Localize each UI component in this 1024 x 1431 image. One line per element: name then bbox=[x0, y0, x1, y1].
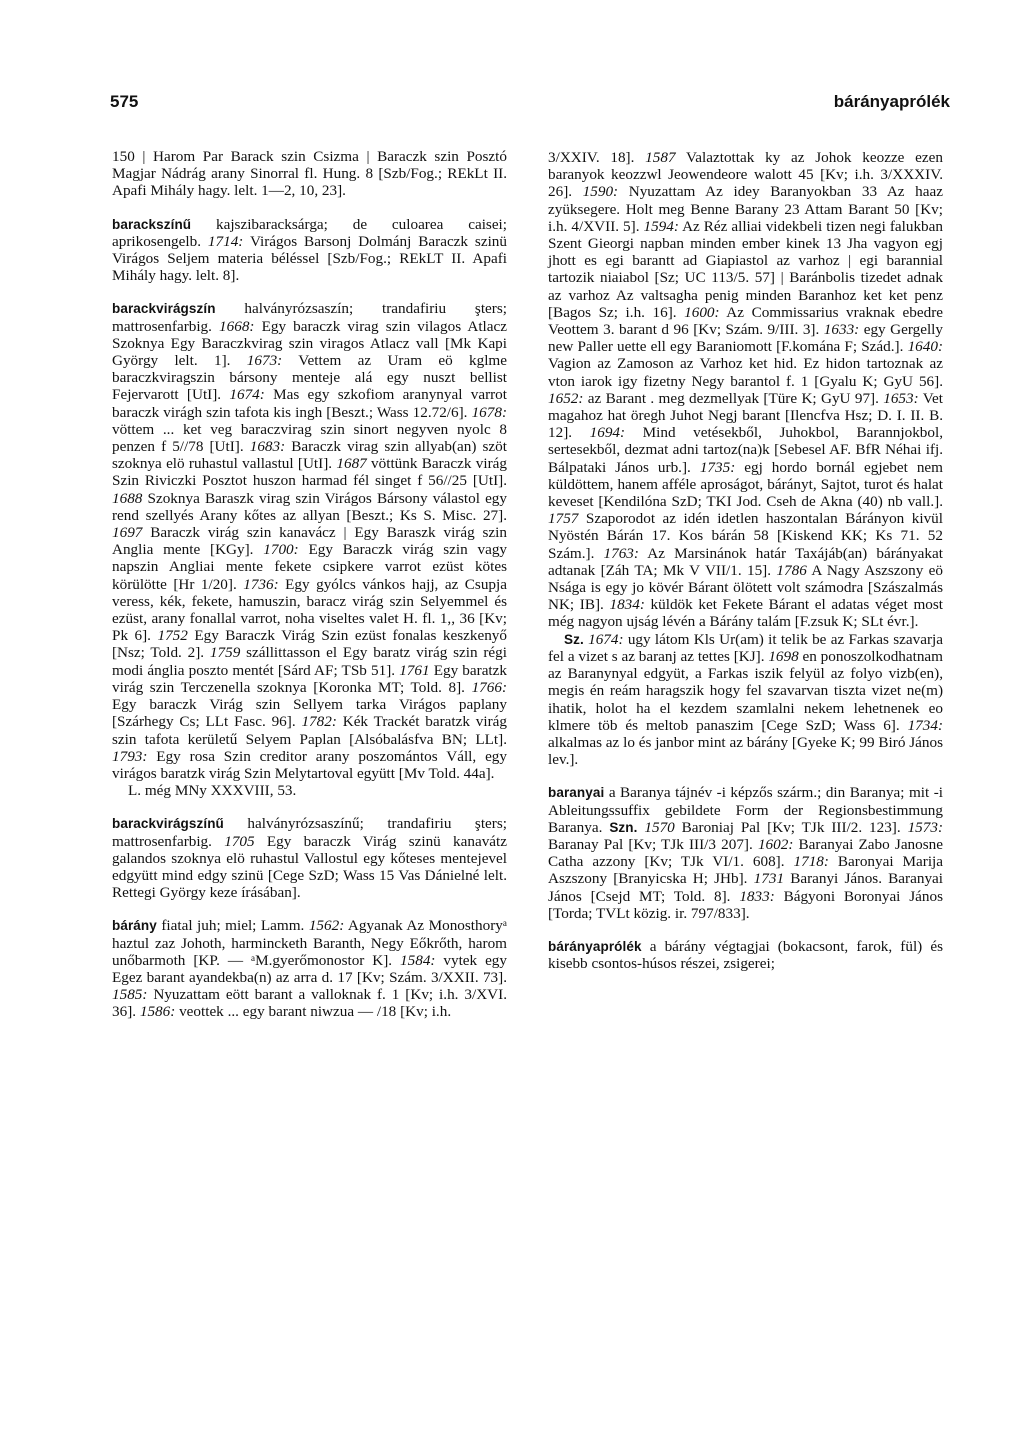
citation: veottek ... egy barant niwzua — /18 [Kv; i.h. bbox=[175, 1003, 452, 1021]
year: 1700: bbox=[263, 541, 299, 559]
left-column bbox=[112, 148, 507, 1021]
citation: Mind vetésekből, Juhokbol, Barannjokbol, sertesekből, dezmat adni tartoz(na)k [Sebesel AF. BfR Néhai ifj. Bálpataki János urb.]. bbox=[548, 424, 943, 476]
citation: vöttem ... ket veg baraczvirag szin sinort negyven nyolc 8 penzen f 5//78 [UtI]. bbox=[112, 420, 507, 456]
citation: Baranay Pal [Kv; TJk III/3 207]. bbox=[548, 835, 758, 853]
citation: 3/XXIV. 18]. bbox=[548, 149, 646, 166]
entry-barackviragszinu bbox=[112, 815, 507, 901]
year: 1594: bbox=[643, 217, 679, 235]
page-header bbox=[110, 92, 950, 118]
definition: halványrózsaszín; trandafiriu şters; mattrosenfarbig. bbox=[112, 300, 507, 335]
year: 1752 bbox=[157, 627, 188, 645]
running-head: bárányaprólék bbox=[833, 92, 950, 111]
section-label: Szn. bbox=[609, 819, 638, 835]
entry-barany bbox=[112, 917, 507, 1020]
entry-text: 150 | Harom Par Barack szin Csizma | Baraczk szin Posztó Magjar Nádrág arany Sinorral fl. Hung. 8 [Szb/Fog.; REkLt II. Apafi Mihály hagy. lelt. 1—2, 10, 23]. bbox=[112, 148, 507, 200]
headword: barackvirágszín bbox=[112, 301, 216, 317]
year: 1786 bbox=[776, 561, 807, 579]
headword: bárányaprólék bbox=[548, 938, 642, 954]
citation: Egy baraczk Virág szinü kanavátz galandos szoknya elö ruhastul Vallostul egy kőteses mentejevel edgyütt mind edgy szinü [Cege SzD; Wass 15 Vas Dánielné lelt. Rettegi György keze írásában]. bbox=[112, 832, 507, 902]
citation: Bágyoni Boronyai János [Torda; TVLt közig. ir. 797/833]. bbox=[548, 887, 943, 922]
year: 1633: bbox=[823, 321, 860, 339]
year: 1678: bbox=[471, 403, 507, 421]
year: 1687 bbox=[336, 455, 367, 473]
year: 1731 bbox=[753, 870, 785, 888]
citation: Virágos Barsonj Dolmánj Baraczk szinü Virágos Seljem materia béléssel [Szb/Fog.; REkLT II. Apafi Mihály hagy. lelt. 8]. bbox=[112, 232, 507, 285]
definition: kajszibaracksárga; de culoarea caisei; aprikosengelb. bbox=[112, 215, 507, 250]
citation: Baronyai Marija Aszszony [Branyicska H; JHb]. bbox=[548, 853, 943, 888]
year: 1766: bbox=[471, 678, 507, 696]
year: 1640: bbox=[907, 338, 943, 356]
year: 1834: bbox=[609, 596, 645, 614]
citation: Baraczk virág szin kanavácz | Egy Baraszk virág szin Anglia mente [KGy]. bbox=[112, 524, 507, 559]
citation: az Barant . meg dezmellyak [Türe K; GyU 97]. bbox=[583, 389, 884, 407]
citation: Egy Baraczk Virág Szin ezüst fonalas keszkenyő [Nsz; Told. 2]. bbox=[112, 627, 507, 662]
headword: bárány bbox=[112, 918, 157, 934]
year: 1586: bbox=[139, 1003, 176, 1021]
citation: Agyanak Az Monosthoryᵃ haztul zaz Johoth, harmincketh Baranth, Negy Eőkrőth, harom unőbarmoth [KP. — ᵃM.gyerőmonostor K]. bbox=[112, 917, 508, 969]
citation: Baranyai Zabo Janosne Catha azzony [Kv; TJk VI/1. 608]. bbox=[548, 835, 943, 871]
year: 1585: bbox=[112, 986, 148, 1004]
citation: alkalmas az lo és janbor mint az bárány [Gyeke K; 99 Biró János lev.]. bbox=[548, 733, 943, 769]
citation: Egy Baraczk virág szin vagy napszin Angliai mente fekete csipkere varrot ezüst kötes körülötte [Hr 1/20]. bbox=[112, 541, 508, 593]
year: 1600: bbox=[684, 303, 720, 321]
year: 1653: bbox=[883, 389, 919, 407]
year: 1570 bbox=[644, 818, 675, 836]
entry-continuation bbox=[112, 148, 507, 200]
year: 1694: bbox=[589, 424, 626, 442]
year: 1587 bbox=[645, 149, 676, 166]
year: 1761 bbox=[399, 661, 430, 679]
citation: Baroniaj Pal [Kv; TJk III/2. 123]. bbox=[674, 818, 908, 836]
citation: Egy rosa Szin creditor arany poszomántos Váll, egy virágos baratzk virág Szin Melytartoval együtt [Mv Told. 44a]. bbox=[112, 747, 507, 782]
citation: en ponoszolkodhatnam az Baranynyal edgyüt, a Farkas iszik felyül az folyo vizb(en), megis én reám haragszik hogy fel szavarvan tiszta vizet ne(m) ihatik, holot ha el kezdem szamlalni nekem lehetnenek eo klmere töb és meltob panaszim [Cege SzD; Wass 6]. bbox=[548, 647, 943, 734]
citation: Szaporodot az idén idetlen haszontalan Bárányon kivül Nyöstén Bárán 17. Kos bárán 58 [Kiskend KK; Ks 71. 52 Szám.]. bbox=[548, 510, 943, 562]
right-column bbox=[548, 149, 943, 972]
entry-baranyaprolek bbox=[548, 938, 943, 972]
year: 1759 bbox=[209, 644, 241, 662]
year: 1584: bbox=[400, 951, 436, 969]
year: 1734: bbox=[907, 716, 943, 734]
year: 1718: bbox=[793, 853, 829, 871]
entry-baranyai bbox=[548, 784, 943, 922]
citation: Vagion az Zamoson az Varhoz ket hid. Ez hidon tartoznak az vton iarok igy fizetny Negy barantol f. 1 [Gyalu K; GyU 56]. bbox=[548, 355, 943, 390]
reference-text: L. még MNy XXXVIII, 53. bbox=[128, 782, 297, 800]
year: 1763: bbox=[603, 544, 639, 562]
year: 1705 bbox=[224, 832, 255, 850]
year: 1697 bbox=[112, 524, 143, 542]
citation: vytek egy Egez barant ayandekba(n) az arra d. 17 [Kv; Szám. 3/XXII. 73]. bbox=[112, 951, 507, 986]
citation: Az Commissarius vraknak ebedre Veottem 3. barant d 96 [Kv; Szám. 9/III. 3]. bbox=[548, 303, 943, 339]
citation: egy Gergelly new Paller uette ell egy Baraniomott [F.komána F; Szád.]. bbox=[548, 321, 943, 356]
citation: egj hordo bornál egjebet nem küldöttem, hanem afféle aproságot, bárányt, Sajtot, turot és halat keveset [Kendilóna SzD; TKI Jod. Cseh de Akna (40) nb vall.]. bbox=[548, 458, 943, 511]
year: 1833: bbox=[739, 887, 775, 905]
citation: Nyuzattam eött barant a valloknak f. 1 [Kv; i.h. 3/XVI. 36]. bbox=[112, 986, 507, 1021]
year: 1735: bbox=[699, 458, 736, 476]
citation: Vet magahoz hat öregh Juhot Negj barant [Ilencfva Hsz; D. I. II. B. 12]. bbox=[548, 389, 943, 442]
definition: fiatal juh; miel; Lamm. bbox=[156, 917, 309, 935]
entry-barackviragszin bbox=[112, 300, 507, 782]
year: 1668: bbox=[219, 317, 255, 335]
citation: küldök ket Fekete Bárant el adatas véget most még nagyon ujság lévén a Bárány talám [F.zsuk K; SLt évr.]. bbox=[548, 596, 943, 631]
citation: Vettem az Uram eö kglme baraczkviragszin bársony menteje alá egy nuszt bellist Fejervarott [UtI]. bbox=[112, 352, 507, 404]
page-number: 575 bbox=[110, 92, 139, 111]
headword: baranyai bbox=[548, 785, 605, 801]
citation: Egy gyólcs vánkos hajj, az Csupja veress, kék, fekete, hamuszin, baracz virág szin Selyemmel és ezüst, arany fonallal varrot, noha viseltes valet H. fl. 1,, 36 [Kv; Pk 6]. bbox=[112, 575, 507, 645]
year: 1602: bbox=[757, 835, 794, 853]
citation: ugy látom Kls Ur(am) it telik be az Farkas szavarja fel a vizet s az baranj az tettes [KJ]. bbox=[548, 630, 943, 665]
year: 1674: bbox=[229, 386, 265, 404]
citation: Egy baraczk Virág szin Sellyem tarka Virágos paplany [Szárhegy Cs; LLt Fasc. 96]. bbox=[112, 696, 507, 731]
citation: Valaztottak ky az Johok keozze ezen baranyok keozzwl Jeowendeore walott 45 [Kv; i.h. 3/XXXIV. 26]. bbox=[548, 149, 943, 201]
citation: Az Réz alliai videkbeli tizen negi falukban Szent Gieorgi napban minden ember kinek 13 Jha vagyon egj jhott es egi barantt ad Giapiastol az varhoz | egi barannial tartozik niaiabol [Sz; UC 113/5. 57] | Baránbolis tizedet adnak az varhoz Az valtsagha penig minden Baranhoz ket ket penz [Bagos Sz; i.h. 16]. bbox=[548, 217, 943, 321]
year: 1782: bbox=[301, 713, 337, 731]
year: 1590: bbox=[582, 183, 619, 201]
citation: Egy baratzk virág szin Terczenella szoknya [Koronka MT; Told. 8]. bbox=[112, 661, 507, 696]
year: 1573: bbox=[907, 818, 943, 836]
headword: barackvirágszínű bbox=[112, 816, 224, 832]
citation: vöttünk Baraczk virág Szin Riviczki Posztot huszon harmad fél singet f 56//25 [UtI]. bbox=[112, 455, 508, 490]
year: 1698 bbox=[768, 647, 799, 665]
citation: Baranyi János. Baranyai János [Csejd MT; Told. 8]. bbox=[548, 870, 943, 905]
entry-szolasmondas bbox=[548, 631, 943, 769]
year: 1674: bbox=[588, 630, 624, 648]
section-label: Sz. bbox=[564, 631, 584, 647]
citation: Az Marsinánok határ Taxájáb(an) bárányakat adtanak [Záh TA; Mk V VII/1. 15]. bbox=[548, 544, 943, 579]
definition: halványrózsaszínű; trandafiriu şters; mattrosenfarbig. bbox=[112, 815, 507, 850]
year: 1793: bbox=[112, 747, 148, 765]
definition: a bárány végtagjai (bokacsont, farok, fül) és kisebb csontos-húsos részei, zsigerei; bbox=[548, 937, 943, 973]
citation: A Nagy Aszszony eö Nsága is egy jo kövér Bárant ölötett volt számodra [Szászalmás NK; IB]. bbox=[548, 561, 943, 614]
year: 1688 bbox=[112, 489, 143, 507]
cross-reference bbox=[112, 782, 507, 799]
entry-barany-continued bbox=[548, 149, 943, 631]
year: 1652: bbox=[548, 389, 584, 407]
year: 1736: bbox=[243, 575, 279, 593]
citation: Szoknya Baraszk virag szin Virágos Bársony válastol egy rend szellyés Arany kőtes az allyan [Beszt.; Ks S. Misc. 27]. bbox=[112, 489, 507, 524]
year: 1683: bbox=[249, 438, 286, 456]
citation: Kék Trackét baratzk virág szin tafota kerületű Selyem Paplan [Alsóbalásfva BN; LLt]. bbox=[112, 713, 507, 748]
headword: barackszínű bbox=[112, 216, 192, 232]
entry-barackszinu bbox=[112, 216, 507, 285]
citation: Egy baraczk virag szin vilagos Atlacz Szoknya Egy Baraczkvirag szin viragos Atlacz vall [Mk Kapi György lelt. 1]. bbox=[112, 317, 507, 370]
year: 1714: bbox=[207, 232, 244, 250]
year: 1757 bbox=[548, 510, 579, 528]
citation: Nyuzattam Az idey Baranyokban 33 Az haaz zyüksegere. Holt meg Benne Barany 23 Attam Barant 50 [Kv; i.h. 4/XVII. 5]. bbox=[548, 183, 943, 235]
citation: szállittasson el Egy baratz virág szin régi modi ánglia poszto mentét [Sárd AF; TSb 51]. bbox=[112, 644, 507, 679]
year: 1673: bbox=[246, 352, 283, 370]
year: 1562: bbox=[308, 917, 345, 935]
citation: Mas egy szkofiom aranynyal varrot baraczk virágh szin tafota kis ingh [Beszt.; Wass 12.72/6]. bbox=[112, 386, 507, 421]
definition: a Baranya tájnév -i képzős szárm.; din Baranya; mit -i Ableitungssuffix gebildete Form der Regionsbestimmung Baranya. bbox=[548, 784, 943, 836]
citation: Baraczk virag szin allyab(an) szöt szoknya elö ruhastul vallastul [UtI]. bbox=[112, 438, 507, 473]
